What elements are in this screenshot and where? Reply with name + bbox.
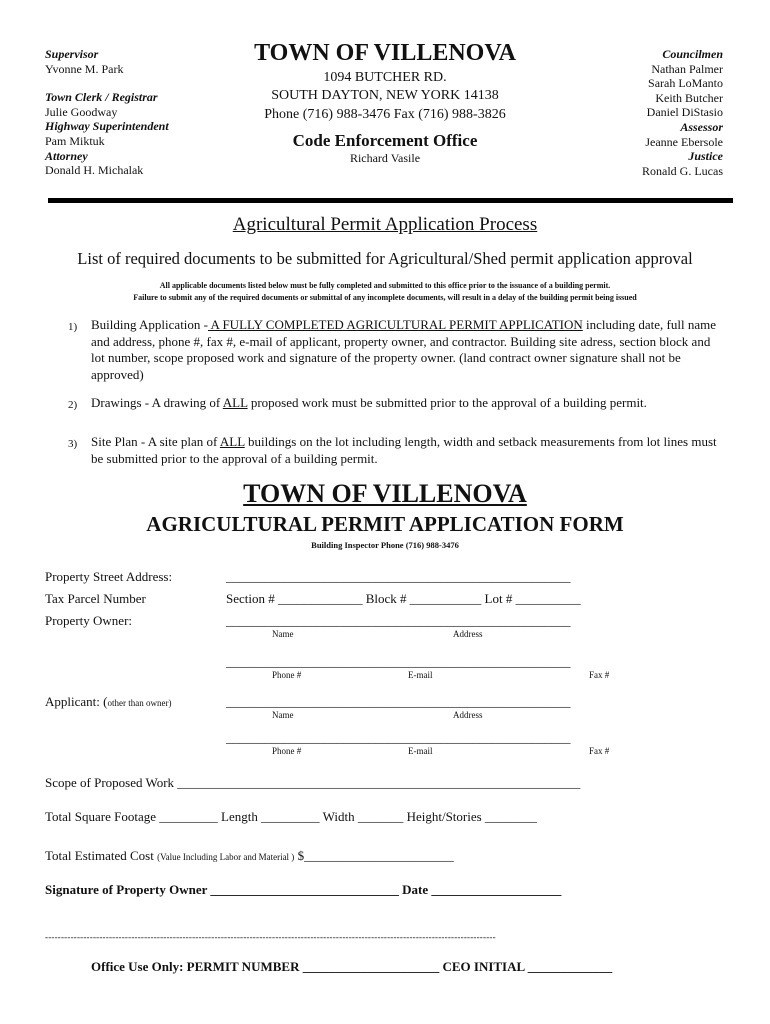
cut-line: --------------------------------------------------------------------------------------------------------------------------------------------- <box>45 932 496 942</box>
official-title: Town Clerk / Registrar <box>45 90 158 105</box>
official-name: Nathan Palmer <box>651 61 723 76</box>
property-address-field[interactable]: _____________________________________________________ <box>226 569 571 584</box>
tax-parcel-label: Tax Parcel Number <box>45 591 146 606</box>
process-title: Agricultural Permit Application Process <box>232 214 538 235</box>
applicant-phone-caption: Phone # <box>272 746 302 756</box>
official-name: Keith Butcher <box>655 90 723 105</box>
form-town-heading: TOWN OF VILLENOVA <box>243 479 527 508</box>
applicant-name-address-field[interactable]: _____________________________________________________ <box>226 694 571 709</box>
estimated-cost-row <box>45 848 454 864</box>
office-use-field[interactable]: Office Use Only: PERMIT NUMBER _____________________ CEO INITIAL _____________ <box>91 959 613 974</box>
applicant-contact-field[interactable]: _____________________________________________________ <box>226 730 571 745</box>
item-emphasis: ALL <box>222 395 248 410</box>
town-address-line2: SOUTH DAYTON, NEW YORK 14138 <box>271 88 499 103</box>
owner-phone-caption: Phone # <box>272 670 302 680</box>
item-text: proposed work must be submitted prior to the approval of a building permit. <box>247 395 647 410</box>
applicant-label-sub: other than owner) <box>107 698 172 708</box>
office-name: Code Enforcement Office <box>292 131 478 150</box>
owner-contact-field[interactable]: _____________________________________________________ <box>226 654 571 669</box>
official-title: Justice <box>688 149 723 164</box>
applicant-label-text: Applicant: ( <box>45 694 108 709</box>
item-text: including date, full name and address, phone #, fax #, e-mail of applicant, property owner, and contractor. Building site adress, section block and lot number, scope proposed work and signature of the property owner. (land contract owner signature shall not be approved) <box>91 317 716 382</box>
item-text: Drawings - A drawing of <box>91 395 223 410</box>
official-title: Supervisor <box>45 47 99 61</box>
town-address-line1: 1094 BUTCHER RD. <box>323 70 447 85</box>
item-text: Building Application - <box>91 317 208 332</box>
estimated-cost-sub: (Value Including Labor and Material ) <box>157 852 295 862</box>
owner-fax-caption: Fax # <box>589 670 610 680</box>
official-name: Yvonne M. Park <box>45 61 124 76</box>
town-heading: TOWN OF VILLENOVA <box>254 40 516 66</box>
applicant-email-caption: E-mail <box>408 746 433 756</box>
item-number: 1) <box>68 321 78 333</box>
official-name: Daniel DiStasio <box>646 105 723 120</box>
owner-email-caption: E-mail <box>408 670 433 680</box>
property-address-label: Property Street Address: <box>45 569 173 584</box>
estimated-cost-label: Total Estimated Cost <box>45 848 154 863</box>
official-title: Councilmen <box>662 47 723 61</box>
process-subtitle: List of required documents to be submitted for Agricultural/Shed permit application approval <box>77 249 693 268</box>
form-title: AGRICULTURAL PERMIT APPLICATION FORM <box>146 512 624 536</box>
scope-of-work-field[interactable]: Scope of Proposed Work ______________________________________________________________ <box>45 775 581 790</box>
official-name: Donald H. Michalak <box>45 163 144 178</box>
item-number: 2) <box>68 399 78 411</box>
official-name: Ronald G. Lucas <box>642 163 723 178</box>
official-name: Sarah LoManto <box>648 76 723 91</box>
applicant-label <box>45 694 171 710</box>
item-emphasis: ALL <box>219 434 245 449</box>
applicant-name-caption: Name <box>272 710 294 720</box>
owner-name-caption: Name <box>272 629 294 639</box>
item-text: buildings on the lot including length, width and setback measurements from lot lines must be submitted prior to the approval of a building permit. <box>91 434 717 466</box>
owner-name-address-field[interactable]: _____________________________________________________ <box>226 613 571 628</box>
inspector-phone: Building Inspector Phone (716) 988-3476 <box>311 540 459 550</box>
header-right-officials <box>642 47 723 178</box>
item-number: 3) <box>68 438 78 450</box>
estimated-cost-field[interactable]: $_______________________ <box>297 848 454 863</box>
owner-signature-date-field[interactable]: Signature of Property Owner _____________________________ Date ____________________ <box>45 882 562 897</box>
applicant-fax-caption: Fax # <box>589 746 610 756</box>
process-notice-2: Failure to submit any of the required documents or submittal of any incomplete documents, will result in a delay of the building permit being issued <box>133 293 637 302</box>
official-title: Attorney <box>45 148 88 163</box>
item-text: Site Plan - A site plan of <box>91 434 220 449</box>
applicant-address-caption: Address <box>453 710 483 720</box>
official-name: Pam Miktuk <box>45 133 105 148</box>
requirement-item-3 <box>68 434 718 467</box>
official-name: Jeanne Ebersole <box>645 134 723 149</box>
official-title: Assessor <box>680 119 723 134</box>
town-phone-fax: Phone (716) 988-3476 Fax (716) 988-3826 <box>264 107 506 122</box>
property-owner-label: Property Owner: <box>45 613 133 628</box>
header-divider <box>48 198 733 203</box>
official-title: Highway Superintendent <box>45 119 169 134</box>
dimensions-fields[interactable]: Total Square Footage _________ Length _________ Width _______ Height/Stories ________ <box>45 809 537 824</box>
process-notice-1: All applicable documents listed below must be fully completed and submitted to this office prior to the issuance of a building permit. <box>159 281 611 290</box>
office-officer: Richard Vasile <box>349 151 421 165</box>
requirement-item-1 <box>68 317 718 383</box>
item-emphasis: A FULLY COMPLETED AGRICULTURAL PERMIT APPLICATION <box>208 317 583 332</box>
official-name: Julie Goodway <box>45 104 118 119</box>
owner-address-caption: Address <box>453 629 483 639</box>
tax-parcel-fields[interactable]: Section # _____________ Block # ___________ Lot # __________ <box>226 591 581 606</box>
requirement-item-2 <box>68 395 718 412</box>
